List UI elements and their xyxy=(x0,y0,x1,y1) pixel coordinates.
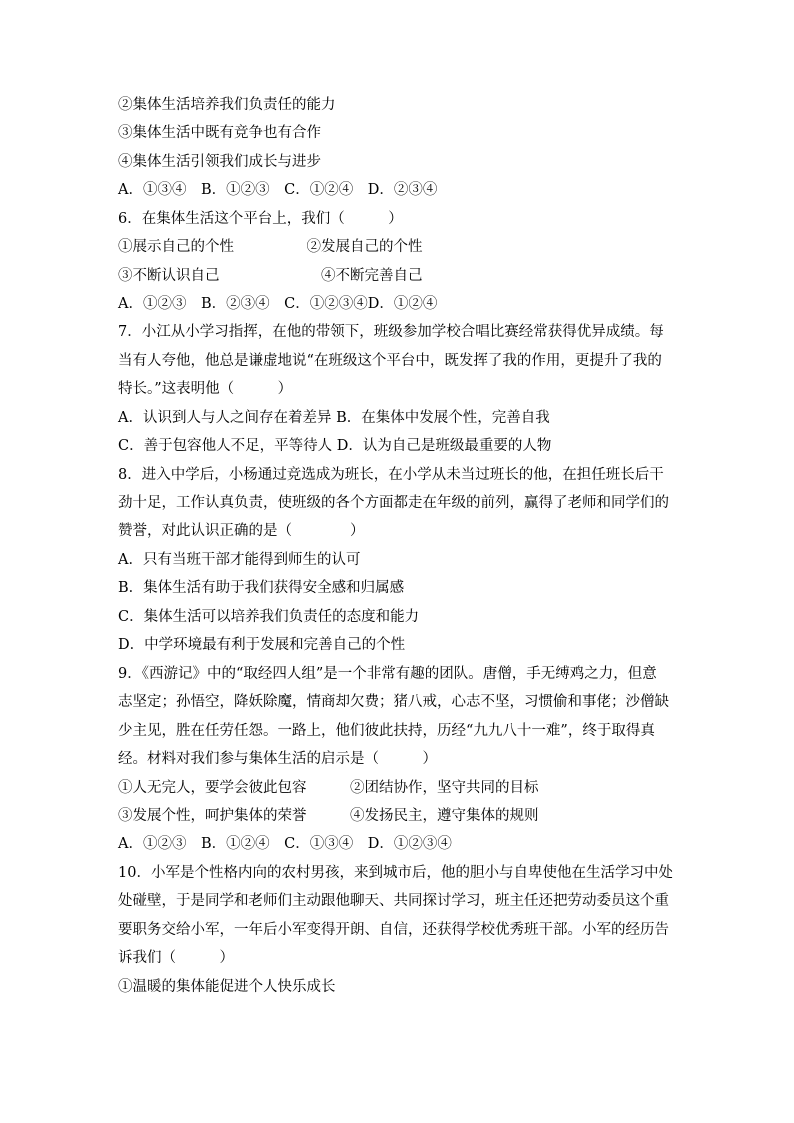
answer-option-a: A．只有当班干部才能得到师生的认可 xyxy=(118,552,361,568)
text-line: 诉我们（ ） xyxy=(118,950,234,966)
answer-option-b: B．集体生活有助于我们获得安全感和归属感 xyxy=(118,580,405,596)
question-9: 9．《西游记》中的“取经四人组”是一个非常有趣的团队。唐僧，手无缚鸡之力，但意 xyxy=(118,666,657,682)
answer-options: A．①②③ B．②③④ C．①②③④D．①②④ xyxy=(118,296,438,312)
text-line: ③不断认识自己 ④不断完善自己 xyxy=(118,268,423,284)
text-line: 志坚定；孙悟空，降妖除魔，情商却欠费；猪八戒，心志不坚，习惯偷和事佬；沙僧缺 xyxy=(118,694,669,710)
text-line: ③集体生活中既有竞争也有合作 xyxy=(118,125,321,141)
text-line: 要职务交给小军，一年后小军变得开朗、自信，还获得学校优秀班干部。小军的经历告 xyxy=(118,922,669,938)
text-line: ①人无完人，要学会彼此包容 ②团结协作，坚守共同的目标 xyxy=(118,780,539,796)
answer-option-c: C．集体生活可以培养我们负责任的态度和能力 xyxy=(118,609,420,625)
answer-options: A．认识到人与人之间存在着差异 B．在集体中发展个性，完善自我 xyxy=(118,410,550,426)
question-8: 8．进入中学后，小杨通过竞选成为班长，在小学从未当过班长的他，在担任班长后干 xyxy=(118,467,664,483)
question-10: 10．小军是个性格内向的农村男孩，来到城市后，他的胆小与自卑使他在生活学习中处 xyxy=(118,865,673,881)
answer-option-d: D．中学环境最有利于发展和完善自己的个性 xyxy=(118,637,406,653)
text-line: ①展示自己的个性 ②发展自己的个性 xyxy=(118,239,423,255)
answer-options: C．善于包容他人不足，平等待人 D．认为自己是班级最重要的人物 xyxy=(118,438,552,454)
text-line: 少主见，胜在任劳任怨。一路上，他们彼此扶持，历经“九九八十一难”，终于取得真 xyxy=(118,723,655,739)
text-line: 劲十足，工作认真负责，使班级的各个方面都走在年级的前列，赢得了老师和同学们的 xyxy=(118,495,669,511)
text-line: ②集体生活培养我们负责任的能力 xyxy=(118,97,336,113)
text-line: 经。材料对我们参与集体生活的启示是（ ） xyxy=(118,751,437,767)
answer-options: A．①③④ B．①②③ C．①②④ D．②③④ xyxy=(118,182,438,198)
text-line: ④集体生活引领我们成长与进步 xyxy=(118,154,321,170)
answer-options: A．①②③ B．①②④ C．①③④ D．①②③④ xyxy=(118,836,452,852)
question-7: 7．小江从小学习指挥，在他的带领下，班级参加学校合唱比赛经常获得优异成绩。每 xyxy=(118,324,664,340)
text-line: 特长。”这表明他（ ） xyxy=(118,381,293,397)
text-line: 赞誉，对此认识正确的是（ ） xyxy=(118,523,365,539)
text-line: ①温暖的集体能促进个人快乐成长 xyxy=(118,979,336,995)
text-line: 处碰壁，于是同学和老师们主动跟他聊天、共同探讨学习，班主任还把劳动委员这个重 xyxy=(118,893,669,909)
question-6: 6．在集体生活这个平台上，我们（ ） xyxy=(118,211,403,227)
text-line: ③发展个性，呵护集体的荣誉 ④发扬民主，遵守集体的规则 xyxy=(118,808,539,824)
text-line: 当有人夸他，他总是谦虚地说“在班级这个平台中，既发挥了我的作用，更提升了我的 xyxy=(118,353,662,369)
